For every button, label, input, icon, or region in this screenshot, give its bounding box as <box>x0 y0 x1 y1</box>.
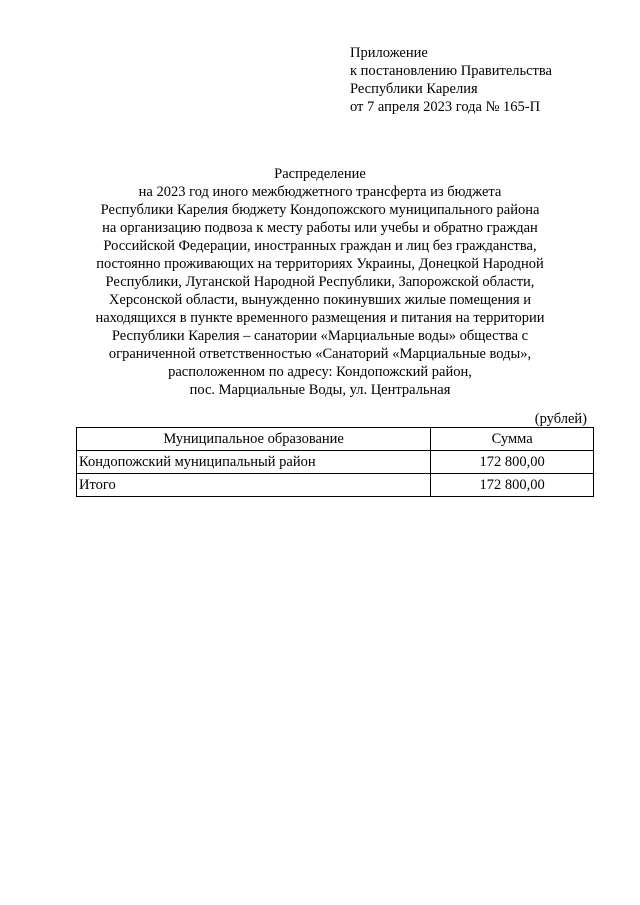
appendix-line: к постановлению Правительства <box>350 63 552 79</box>
title-line: на 2023 год иного межбюджетного трансферта из бюджета <box>138 184 502 200</box>
table-row-total <box>77 474 594 497</box>
amount-cell: 172 800,00 <box>431 451 594 474</box>
table-header-row <box>77 428 594 451</box>
units-label: (рублей) <box>534 411 587 427</box>
appendix-header <box>350 44 552 116</box>
title-line: Республики Карелия бюджету Кондопожского муниципального района <box>100 202 540 218</box>
total-amount-cell: 172 800,00 <box>431 474 594 497</box>
distribution-table <box>76 427 594 497</box>
header-amount: Сумма <box>431 428 594 451</box>
title-line: Херсонской области, вынужденно покинувших жилые помещения и <box>108 292 532 308</box>
document-title <box>60 165 580 399</box>
header-municipality: Муниципальное образование <box>77 428 431 451</box>
title-line: пос. Марциальные Воды, ул. Центральная <box>189 382 451 398</box>
title-line: Российской Федерации, иностранных граждан и лиц без гражданства, <box>103 238 537 254</box>
municipality-cell: Кондопожский муниципальный район <box>77 451 431 474</box>
title-line: Распределение <box>274 166 366 182</box>
title-line: находящихся в пункте временного размещения и питания на территории <box>95 310 545 326</box>
appendix-line: Приложение <box>350 45 428 61</box>
appendix-line: от 7 апреля 2023 года № 165-П <box>350 99 541 115</box>
title-line: ограниченной ответственностью «Санаторий «Марциальные воды», <box>108 346 532 362</box>
title-line: на организацию подвоза к месту работы или учебы и обратно граждан <box>102 220 538 236</box>
appendix-line: Республики Карелия <box>350 81 478 97</box>
title-line: Республики Карелия – санатории «Марциальные воды» общества с <box>111 328 529 344</box>
title-line: Республики, Луганской Народной Республики, Запорожской области, <box>105 274 535 290</box>
table-row <box>77 451 594 474</box>
title-line: расположенном по адресу: Кондопожский район, <box>168 364 472 380</box>
title-line: постоянно проживающих на территориях Украины, Донецкой Народной <box>96 256 544 272</box>
total-label-cell: Итого <box>77 474 431 497</box>
